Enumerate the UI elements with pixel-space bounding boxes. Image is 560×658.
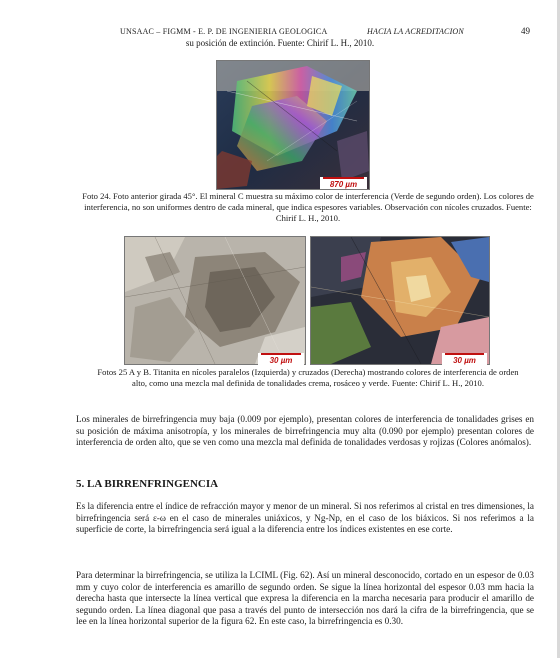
- scale-bar-photo-25a: [258, 353, 304, 365]
- caption-continuation: su posición de extinción. Fuente: Chirif L. H., 2010.: [185, 38, 375, 48]
- page-number: 49: [521, 26, 530, 36]
- paragraph-determination: Para determinar la birrefringencia, se utiliza la LCIML (Fig. 62). Así un mineral desconocido, cortado en un espesor de 0.03 mm y cuyo color de interferencia es amarillo de segundo orden. Se sigue la línea horizontal del espesor 0.03 mm hacia la derecha hasta que intersecte la línea vertical que expresa la diferencia en la marcha necesaria para producir el amarillo de segundo orden. La línea diagonal que pasa a través del punto de intersección nos dará la cifra de la birrefringencia, que se lee en la línea horizontal superior de la figura 62. En este caso, la birrefringencia es 0.30.: [76, 570, 534, 627]
- scale-label: 30 µm: [269, 356, 293, 365]
- scale-bar-photo-25b: [442, 353, 487, 365]
- paragraph-birefringence-colors: Los minerales de birrefringencia muy baja (0.009 por ejemplo), presentan colores de interferencia de tonalidades grises en su posición de máxima anisotropía, y los minerales de birrefringencia muy alta (0.090 por ejemplo) presentan colores de interferencia de orden alto, que se ven como una mezcla mal definida de tonalidades verdosas y rojizas (Colores anómalos).: [76, 414, 534, 448]
- scale-label: 30 µm: [453, 356, 476, 365]
- header-left: UNSAAC – FIGMM - E. P. DE INGENIERIA GEOLOGICA: [120, 27, 328, 36]
- photo-25-caption: Fotos 25 A y B. Titanita en nícoles paralelos (Izquierda) y cruzados (Derecha) mostrando colores de interferencia de orden alto, como una mezcla mal definida de tonalidades crema, rosáceo y verde. Fuente: Chirif L. H., 2010.: [97, 367, 519, 388]
- photo-24-micrograph: [216, 60, 370, 190]
- header-center: HACIA LA ACREDITACION: [367, 27, 464, 36]
- scale-label: 870 µm: [329, 180, 358, 189]
- photo-25b-micrograph: [310, 236, 490, 365]
- photo-25a-micrograph: [124, 236, 306, 365]
- photo-24-caption: Foto 24. Foto anterior girada 45°. El mineral C muestra su máximo color de interferencia (Verde de segundo orden). Los colores de interferencia, no son uniformes dentro de cada mineral, que indica espesores variables. Observación con nícoles cruzados. Fuente: Chirif L. H., 2010.: [82, 191, 534, 223]
- section-heading: 5. LA BIRRENFRINGENCIA: [76, 478, 219, 490]
- scale-bar-photo-24: [320, 177, 367, 189]
- paragraph-definition: Es la diferencia entre el índice de refracción mayor y menor de un mineral. Si nos referimos al cristal en tres dimensiones, la birrefringencia será ε-ω en el caso de minerales uniáxicos, y Ng-Np, en el caso de los biáxicos. Si nos referimos a la superficie de corte, la birrefringencia será igual a la diferencia entre los índices existentes en ese corte.: [76, 501, 534, 535]
